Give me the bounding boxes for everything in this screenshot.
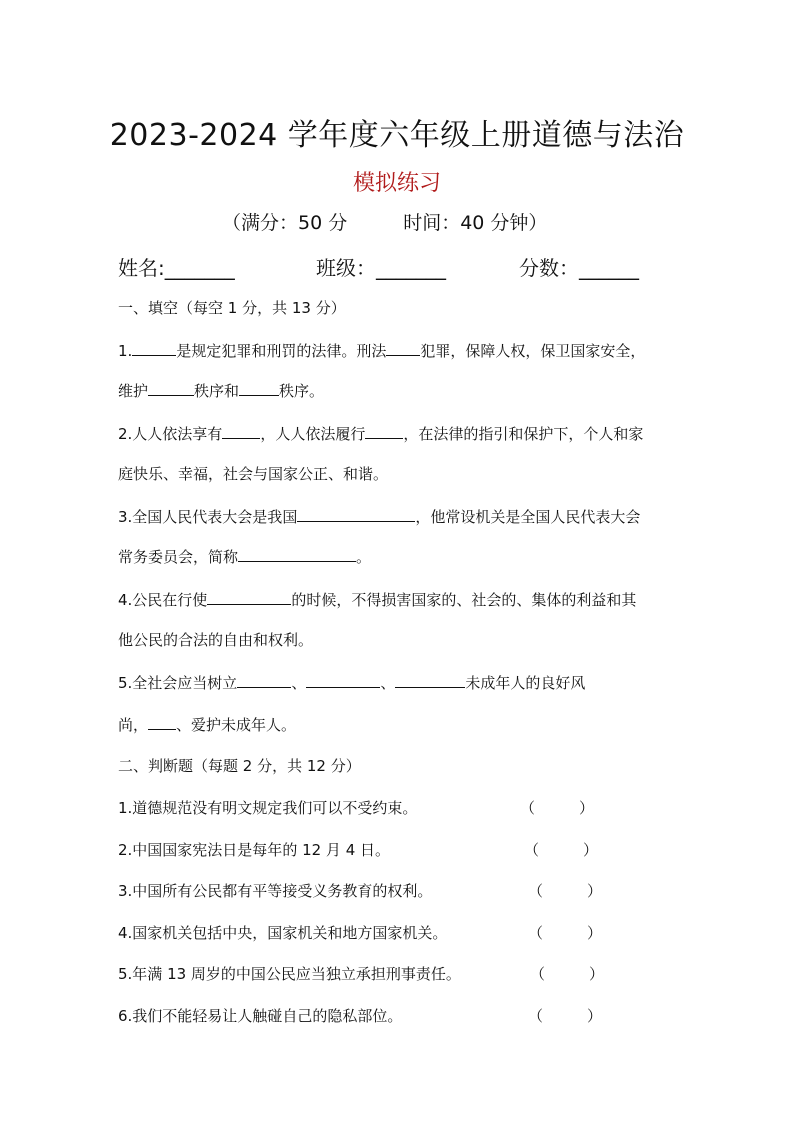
answer-parentheses: （ ） (528, 1007, 603, 1025)
class-field: 班级：_______ (316, 256, 446, 280)
answer-parentheses: （ ） (524, 841, 599, 859)
answer-parentheses: （ ） (528, 882, 603, 900)
answer-blank (132, 341, 176, 356)
answer-blank (297, 507, 415, 522)
question-2-line-2: 庭快乐、幸福，社会与国家公正、和谐。 (118, 465, 389, 483)
question-5-line-1: 5.全社会应当树立 、 、 未成年人的良好风 (118, 674, 586, 692)
judge-item-3: 3.中国所有公民都有平等接受义务教育的权利。 (118, 882, 433, 900)
question-2-line-1: 2.人人依法享有 ，人人依法履行 ，在法律的指引和保护下，个人和家 (118, 425, 644, 443)
answer-blank (239, 381, 279, 396)
judge-item-5: 5.年满 13 周岁的中国公民应当独立承担刑事责任。 (118, 965, 461, 983)
section2-heading: 二、判断题（每题 2 分，共 12 分） (118, 757, 361, 775)
judge-item-6: 6.我们不能轻易让人触碰自己的隐私部位。 (118, 1007, 403, 1025)
answer-blank (306, 673, 380, 688)
exam-time: 时间：40 分钟） (403, 212, 548, 234)
answer-parentheses: （ ） (520, 799, 595, 817)
judge-item-4: 4.国家机关包括中央，国家机关和地方国家机关。 (118, 924, 448, 942)
answer-blank (395, 673, 465, 688)
answer-parentheses: （ ） (528, 924, 603, 942)
judge-item-1: 1.道德规范没有明文规定我们可以不受约束。 (118, 799, 418, 817)
answer-blank (148, 381, 194, 396)
full-score: （满分：50 分 (222, 212, 348, 234)
question-4-line-2: 他公民的合法的自由和权利。 (118, 631, 314, 649)
answer-blank (237, 673, 291, 688)
question-1-line-1: 1. 是规定犯罪和刑罚的法律。刑法 犯罪，保障人权，保卫国家安全， (118, 342, 646, 360)
page-subtitle: 模拟练习 (352, 171, 441, 196)
judge-item-2: 2.中国国家宪法日是每年的 12 月 4 日。 (118, 841, 391, 859)
question-3-line-2: 常务委员会，简称 。 (118, 548, 372, 566)
answer-blank (207, 590, 291, 605)
name-field: 姓名:_______ (118, 256, 235, 280)
exam-meta (222, 208, 547, 235)
answer-blank (365, 424, 403, 439)
question-3-line-1: 3.全国人民代表大会是我国 ，他常设机关是全国人民代表大会 (118, 508, 641, 526)
answer-blank (386, 341, 420, 356)
question-1-line-2: 维护 秩序和 秩序。 (118, 382, 325, 400)
answer-blank (222, 424, 260, 439)
score-field: 分数：______ (519, 256, 639, 280)
question-4-line-1: 4.公民在行使 的时候，不得损害国家的、社会的、集体的利益和其 (118, 591, 637, 609)
page-title: 2023-2024 学年度六年级上册道德与法治 (109, 118, 685, 153)
section1-heading: 一、填空（每空 1 分，共 13 分） (118, 299, 346, 317)
answer-parentheses: （ ） (530, 965, 605, 983)
answer-blank (148, 715, 176, 730)
question-5-line-2: 尚， 、爱护未成年人。 (118, 716, 297, 734)
answer-blank (238, 547, 356, 562)
